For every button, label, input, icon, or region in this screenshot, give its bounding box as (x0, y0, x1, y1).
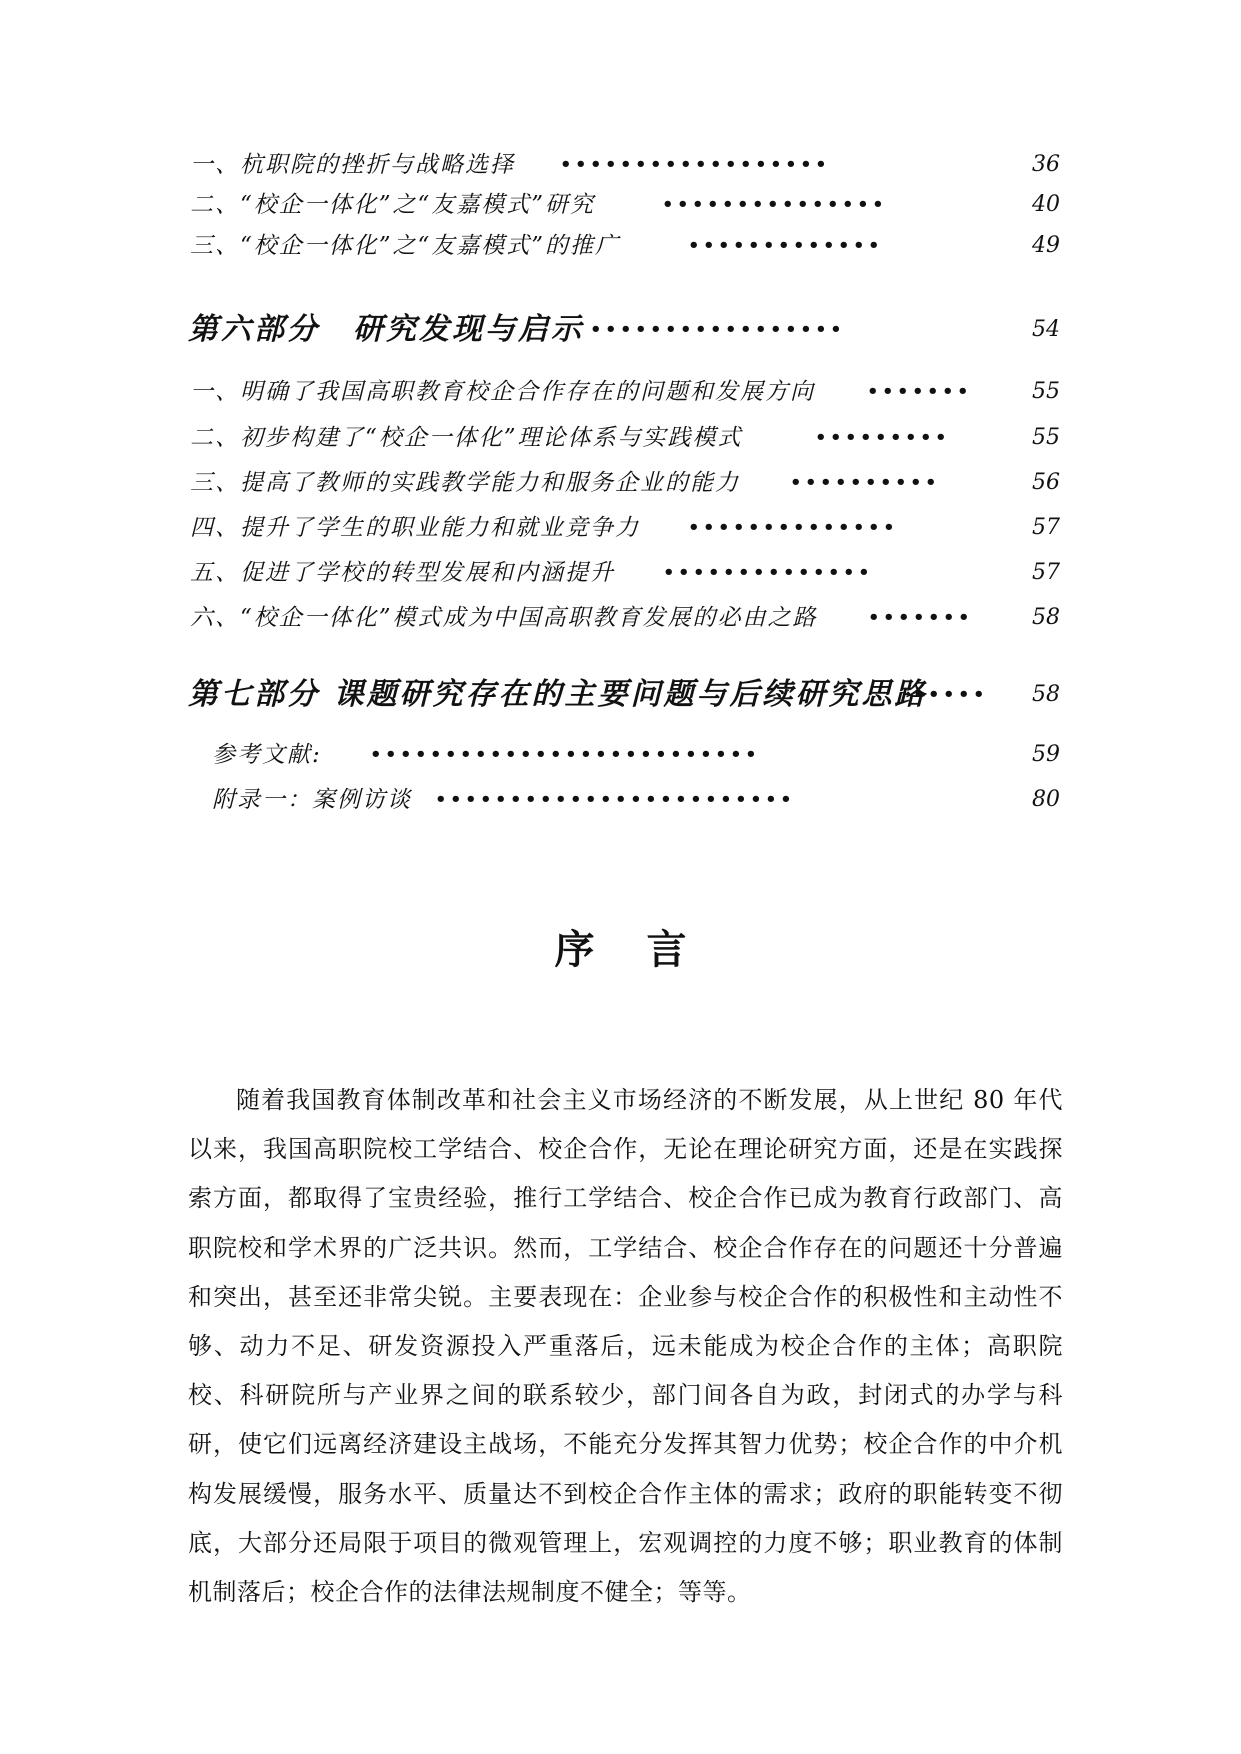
toc-part-title: 第七部分 课题研究存在的主要问题与后续研究思路 (188, 677, 928, 712)
toc-page-number: 56 (1032, 470, 1060, 495)
toc-page-number: 49 (1032, 233, 1060, 258)
preface-paragraph: 随着我国教育体制改革和社会主义市场经济的不断发展，从上世纪 80 年代以来，我国高职院校工学结合、校企合作，无论在理论研究方面，还是在实践探索方面，都取得了宝贵经验，推行工学结合、校企合作已成为教育行政部门、高职院校和学术界的广泛共识。然而，工学结合、校企合作存在的问题还十分普遍和突出，甚至还非常尖锐。主要表现在：企业参与校企合作的积极性和主动性不够、动力不足、研发资源投入严重落后，远未能成为校企合作的主体；高职院校、科研院所与产业界之间的联系较少，部门间各自为政，封闭式的办学与科研，使它们远离经济建设主战场，不能充分发挥其智力优势；校企合作的中介机构发展缓慢，服务水平、质量达不到校企合作主体的需求；政府的职能转变不彻底，大部分还局限于项目的微观管理上，宏观调控的力度不够；职业教育的体制机制落后；校企合作的法律法规制度不健全；等等。 (188, 1086, 1063, 1607)
toc-leader-dots: ••••••••••••••• (662, 194, 888, 215)
toc-entry[interactable] (0, 372, 1241, 412)
toc-entry-title: 附录一：案例访谈 (212, 787, 412, 813)
toc-page-number: 40 (1032, 192, 1060, 217)
toc-entry[interactable] (0, 226, 1241, 266)
toc-entry[interactable] (0, 735, 1241, 775)
toc-entry[interactable] (0, 598, 1241, 638)
toc-entry-title: 四、提升了学生的职业能力和就业竞争力 (190, 515, 640, 541)
toc-leader-dots: ••••••••••••• (688, 235, 884, 256)
toc-entry[interactable] (0, 463, 1241, 503)
toc-page-number: 57 (1032, 515, 1060, 540)
toc-entry-title: 二、“校企一体化”之“友嘉模式”研究 (190, 192, 596, 218)
toc-entry-title: 三、“校企一体化”之“友嘉模式”的推广 (190, 233, 621, 259)
heading-char: 言 (646, 927, 687, 973)
toc-entry-title: 一、明确了我国高职教育校企合作存在的问题和发展方向 (190, 379, 815, 405)
toc-page-number: 58 (1032, 682, 1060, 707)
toc-entry[interactable] (0, 780, 1241, 820)
toc-page-number: 55 (1032, 425, 1060, 450)
toc-entry-title: 二、初步构建了“校企一体化”理论体系与实践模式 (190, 425, 743, 451)
toc-leader-dots: ••••• (913, 684, 989, 705)
toc-leader-dots: •••••••••••••••••• (560, 154, 831, 175)
toc-page-number: 36 (1032, 152, 1060, 177)
toc-leader-dots: ••••••••• (815, 427, 951, 448)
toc-leader-dots: •••••••••••••• (663, 562, 874, 583)
heading-char: 序 (554, 927, 595, 973)
toc-leader-dots: •••••••••••••••••••••••••• (370, 744, 761, 765)
preface-heading (0, 925, 1241, 975)
toc-part-entry[interactable] (0, 310, 1241, 350)
toc-page-number: 54 (1032, 317, 1060, 342)
toc-entry-title: 三、提高了教师的实践教学能力和服务企业的能力 (190, 470, 740, 496)
toc-entry-title: 一、杭职院的挫折与战略选择 (190, 152, 515, 178)
toc-part-entry[interactable] (0, 675, 1241, 715)
toc-entry[interactable] (0, 508, 1241, 548)
toc-page-number: 55 (1032, 379, 1060, 404)
toc-part-title: 第六部分 研究发现与启示 (188, 312, 584, 347)
toc-leader-dots: ••••••• (868, 607, 974, 628)
toc-entry[interactable] (0, 418, 1241, 458)
toc-leader-dots: •••••••••• (790, 472, 941, 493)
toc-page-number: 58 (1032, 605, 1060, 630)
toc-leader-dots: •••••••••••••• (688, 517, 899, 538)
toc-entry-title: 五、促进了学校的转型发展和内涵提升 (190, 560, 615, 586)
toc-entry[interactable] (0, 553, 1241, 593)
toc-page-number: 59 (1032, 742, 1060, 767)
toc-entry[interactable] (0, 145, 1241, 185)
toc-leader-dots: •••••••••••••••••••••••• (435, 789, 796, 810)
toc-leader-dots: ••••••• (867, 381, 973, 402)
toc-entry-title: 六、“校企一体化”模式成为中国高职教育发展的必由之路 (190, 605, 818, 631)
toc-leader-dots: ••••••••••••••••• (590, 319, 846, 340)
toc-page-number: 80 (1032, 787, 1060, 812)
toc-entry-title: 参考文献: (212, 742, 322, 768)
toc-entry[interactable] (0, 185, 1241, 225)
toc-page-number: 57 (1032, 560, 1060, 585)
